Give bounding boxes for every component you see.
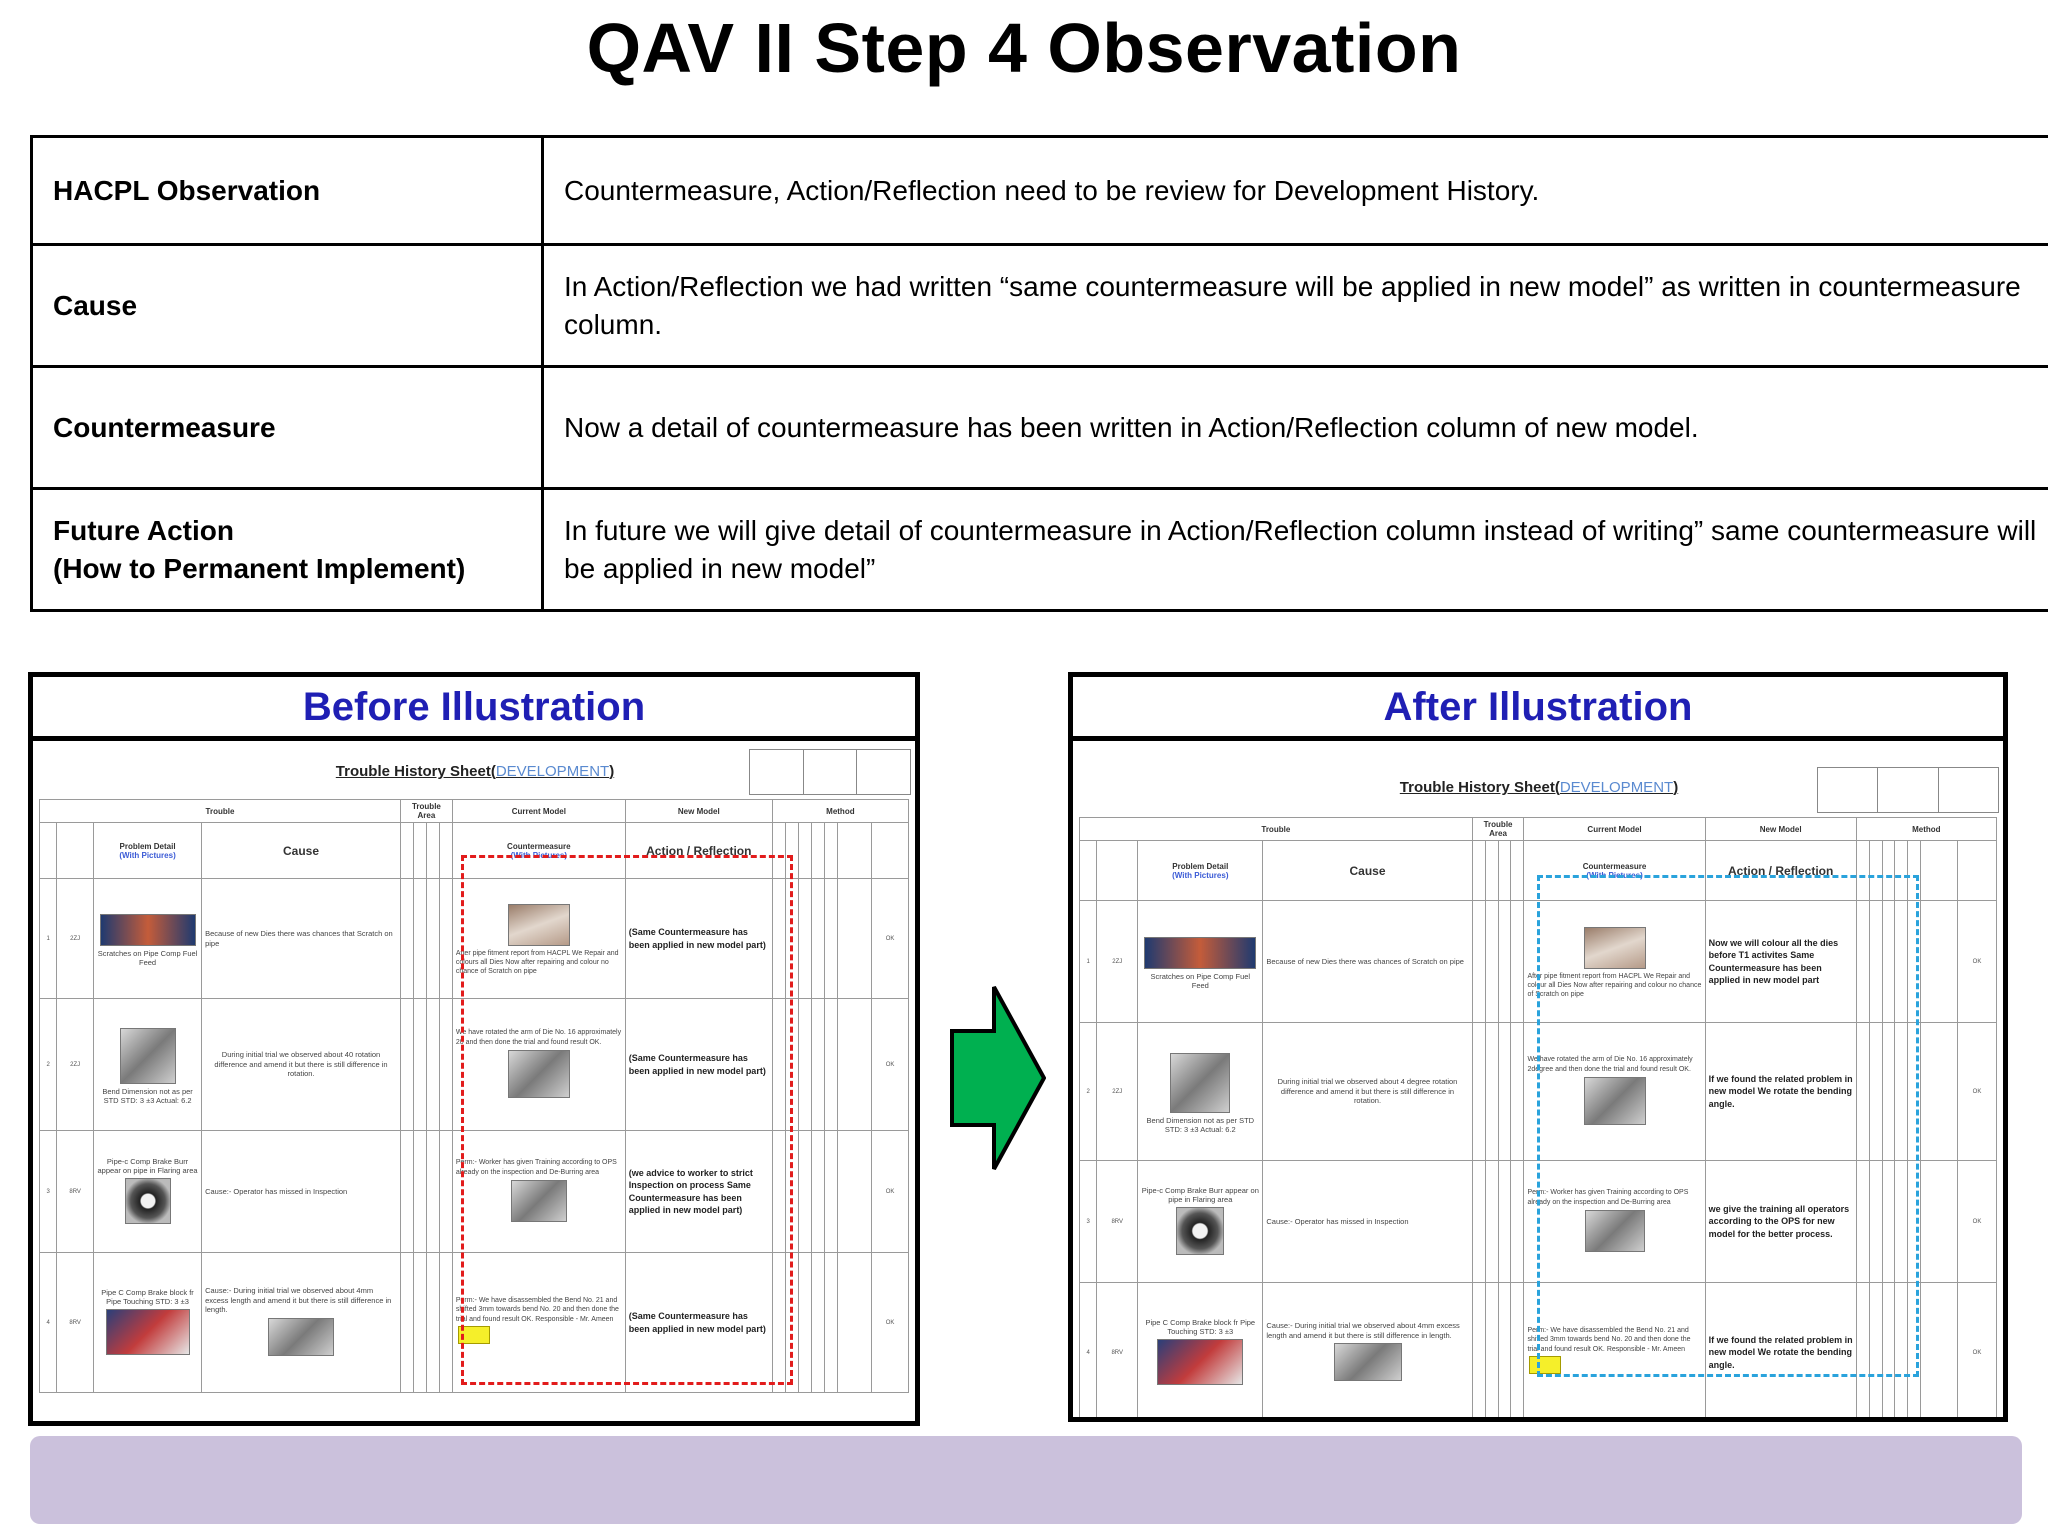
cause-photo [268, 1318, 334, 1356]
approval-box [749, 749, 911, 795]
observation-row [32, 137, 2048, 245]
current-model-header: Current Model [452, 800, 625, 823]
table-row: 2 2ZJ Bend Dimension not as per STD STD: 3 ±3 Actual: 6.2 During initial trial we observed about 40 rotation difference and amend it but there is still difference in rotation. We have rotated the arm of Die No. 16 approximately 20 and then done the trial and found result OK. (Same Countermeasure has been applied in new model part) OK [40, 999, 909, 1131]
approval-box [1817, 767, 1999, 813]
method-header: Method [772, 800, 908, 823]
cause-header: Cause [202, 823, 401, 879]
future-action-value: In future we will give detail of countermeasure in Action/Reflection column instead of writing” same countermeasure will be applied in new model” [543, 489, 2048, 611]
problem-header: Problem Detail (With Pictures) [1138, 841, 1263, 901]
table-row: 1 2ZJ Scratches on Pipe Comp Fuel Feed Because of new Dies there was chances of Scratch on pipe After pipe fitment report from HACPL We Repair and colour all Dies Now after repairing and colour no chance of Scratch on pipe Now we will colour all the dies before T1 activites Same Countermeasure has been applied in new model part OK [1080, 901, 1997, 1023]
table-row: 2 2ZJ Bend Dimension not as per STD STD: 3 ±3 Actual: 6.2 During initial trial we observed about 4 degree rotation difference and amend it but there is still difference in rotation. We have rotated the arm of Die No. 16 approximately 2degree and then done the trial and found result OK. If we found the related problem in new model We rotate the bending angle. OK [1080, 1023, 1997, 1161]
problem-photo [1157, 1339, 1243, 1385]
new-model-header: New Model [625, 800, 772, 823]
problem-header: Problem Detail (With Pictures) [94, 823, 202, 879]
problem-photo [100, 914, 196, 946]
trouble-group-header: Trouble [40, 800, 401, 823]
before-panel [28, 672, 920, 1426]
problem-photo [120, 1028, 176, 1084]
after-heading: After Illustration [1073, 677, 2003, 741]
after-panel [1068, 672, 2008, 1422]
countermeasure-label: Countermeasure [32, 367, 543, 489]
table-row: 1 2ZJ Scratches on Pipe Comp Fuel Feed Because of new Dies there was chances that Scratch on pipe After pipe fitment report from HACPL We Repair and colours all Dies Now after repairing and colour no chance of Scratch on pipe (Same Countermeasure has been applied in new model part) OK [40, 879, 909, 999]
observation-table [30, 135, 2048, 612]
problem-photo [1176, 1207, 1224, 1255]
problem-photo [1144, 937, 1256, 969]
action-header: Action / Reflection [1705, 841, 1856, 901]
future-action-row [32, 489, 2048, 611]
countermeasure-header: Countermeasure (With Pictures) [452, 823, 625, 879]
sheet-title: Trouble History Sheet(DEVELOPMENT) [1399, 779, 1679, 796]
problem-photo [1170, 1053, 1230, 1113]
current-model-header: Current Model [1524, 818, 1705, 841]
trouble-area-header: Trouble Area [400, 800, 452, 823]
blue-highlight-box [1537, 875, 1919, 1377]
cause-photo [1334, 1343, 1402, 1381]
observation-value: Countermeasure, Action/Reflection need to be review for Development History. [543, 137, 2048, 245]
cause-value: In Action/Reflection we had written “same countermeasure will be applied in new model” as written in countermeasure column. [543, 245, 2048, 367]
action-header: Action / Reflection [625, 823, 772, 879]
future-action-label: Future Action (How to Permanent Implement) [32, 489, 543, 611]
table-row: 3 8RV Pipe-c Comp Brake Burr appear on pipe in Flaring area Cause:- Operator has missed in Inspection Perm:- Worker has given Training according to OPS already on the inspection and De-Burring area (we advice to worker to strict Inspection on process Same Countermeasure has been applied in new model part) OK [40, 1131, 909, 1253]
observation-label: HACPL Observation [32, 137, 543, 245]
cause-row [32, 245, 2048, 367]
problem-photo [106, 1309, 190, 1355]
cause-label: Cause [32, 245, 543, 367]
trouble-group-header: Trouble [1080, 818, 1473, 841]
table-row: 4 8RV Pipe C Comp Brake block fr Pipe Touching STD: 3 ±3 Cause:- During initial trial we observed about 4mm excess length and amend it but there is still difference in length. Perm:- We have disassembled the Bend No. 21 and shifted 3mm towards bend No. 20 and then done the trial and found result OK. Responsible - Mr. Ameen If we found the related problem in new model We rotate the bending angle. OK [1080, 1283, 1997, 1423]
countermeasure-value: Now a detail of countermeasure has been written in Action/Reflection column of new model. [543, 367, 2048, 489]
trouble-area-header: Trouble Area [1472, 818, 1524, 841]
problem-photo [125, 1178, 171, 1224]
method-header: Method [1856, 818, 1996, 841]
page-title: QAV II Step 4 Observation [586, 9, 1462, 87]
cause-header: Cause [1263, 841, 1472, 901]
footer-bar [30, 1436, 2022, 1524]
countermeasure-header: Countermeasure (With Pictures) [1524, 841, 1705, 901]
countermeasure-row [32, 367, 2048, 489]
new-model-header: New Model [1705, 818, 1856, 841]
table-row: 4 8RV Pipe C Comp Brake block fr Pipe Touching STD: 3 ±3 Cause:- During initial trial we observed about 4mm excess length and amend it but there is still difference in length. Perm:- We have disassembled the Bend No. 21 and shifted 3mm towards bend No. 20 and then done the trial and found result OK. Responsible - Mr. Ameen (Same Countermeasure has been applied in new model part) OK [40, 1253, 909, 1393]
sheet-title: Trouble History Sheet(DEVELOPMENT) [335, 763, 615, 780]
red-highlight-box [461, 855, 793, 1385]
before-heading: Before Illustration [33, 677, 915, 741]
table-row: 3 8RV Pipe-c Comp Brake Burr appear on pipe in Flaring area Cause:- Operator has missed in Inspection Perm:- Worker has given Training according to OPS already on the inspection and De-Burring area we give the training all operators according to the OPS for new model for the better process. OK [1080, 1161, 1997, 1283]
arrow-right-icon [950, 985, 1046, 1171]
